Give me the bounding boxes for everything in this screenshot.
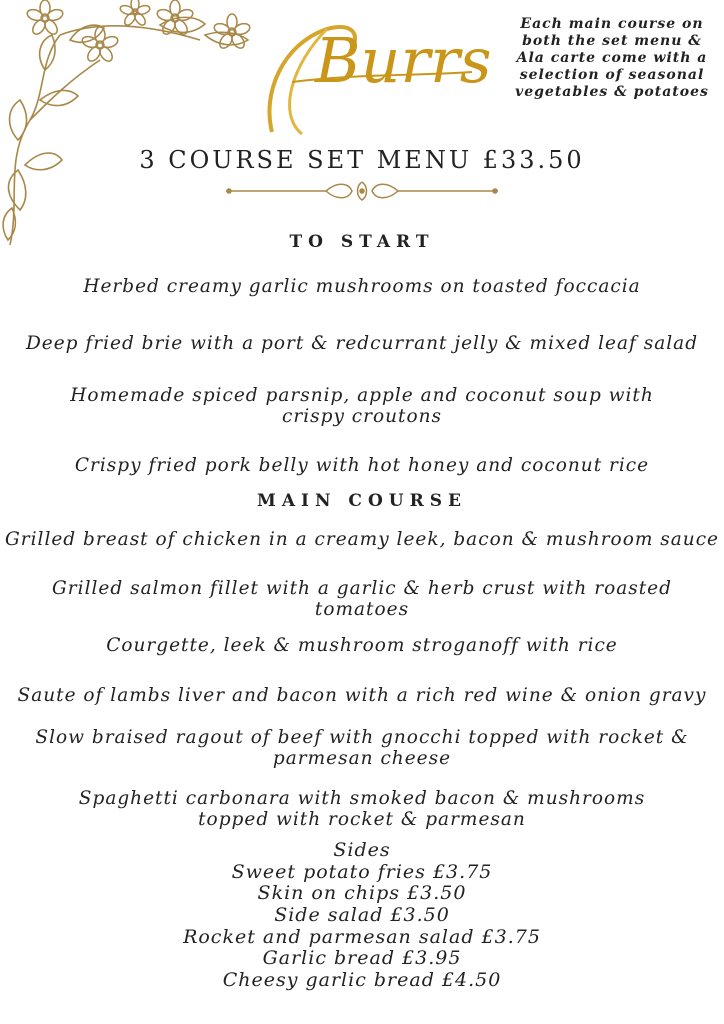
side-item: Garlic bread £3.95 <box>262 947 462 969</box>
side-item: Cheesy garlic bread £4.50 <box>222 969 502 991</box>
sides-heading: Sides <box>333 839 391 861</box>
main-item-continued: topped with rocket & parmesan <box>198 809 526 830</box>
mains-heading: MAIN COURSE <box>257 491 467 511</box>
starter-item: Herbed creamy garlic mushrooms on toasted foccacia <box>83 276 641 297</box>
ornamental-divider <box>226 180 498 202</box>
main-item: Saute of lambs liver and bacon with a rich red wine & onion gravy <box>17 685 707 706</box>
main-item: Grilled breast of chicken in a creamy leek, bacon & mushroom sauce <box>4 529 720 550</box>
main-item: Courgette, leek & mushroom stroganoff with rice <box>106 635 618 656</box>
brand-logo: Burrs <box>315 24 492 97</box>
starter-item: Crispy fried pork belly with hot honey and coconut rice <box>74 455 650 476</box>
starter-item: Deep fried brie with a port & redcurrant jelly & mixed leaf salad <box>25 333 699 354</box>
starters-heading: TO START <box>289 232 435 252</box>
main-item-continued: parmesan cheese <box>272 748 452 769</box>
floral-corner-decoration <box>0 0 265 250</box>
side-item: Skin on chips £3.50 <box>257 882 467 904</box>
side-item: Side salad £3.50 <box>274 904 450 926</box>
main-item: Slow braised ragout of beef with gnocchi topped with rocket & <box>35 727 689 748</box>
starter-item-continued: crispy croutons <box>281 406 443 427</box>
starter-item: Homemade spiced parsnip, apple and coconut soup with <box>70 385 654 406</box>
main-item: Spaghetti carbonara with smoked bacon & mushrooms <box>78 788 646 809</box>
main-item-continued: tomatoes <box>314 599 410 620</box>
side-item: Sweet potato fries £3.75 <box>231 861 493 883</box>
vegetables-note: Each main course on both the set menu & Ala carte come with a selection of seasonal vegetables & potatoes <box>515 16 709 100</box>
menu-title: 3 COURSE SET MENU £33.50 <box>139 146 585 174</box>
side-item: Rocket and parmesan salad £3.75 <box>183 926 541 948</box>
main-item: Grilled salmon fillet with a garlic & herb crust with roasted <box>52 578 672 599</box>
